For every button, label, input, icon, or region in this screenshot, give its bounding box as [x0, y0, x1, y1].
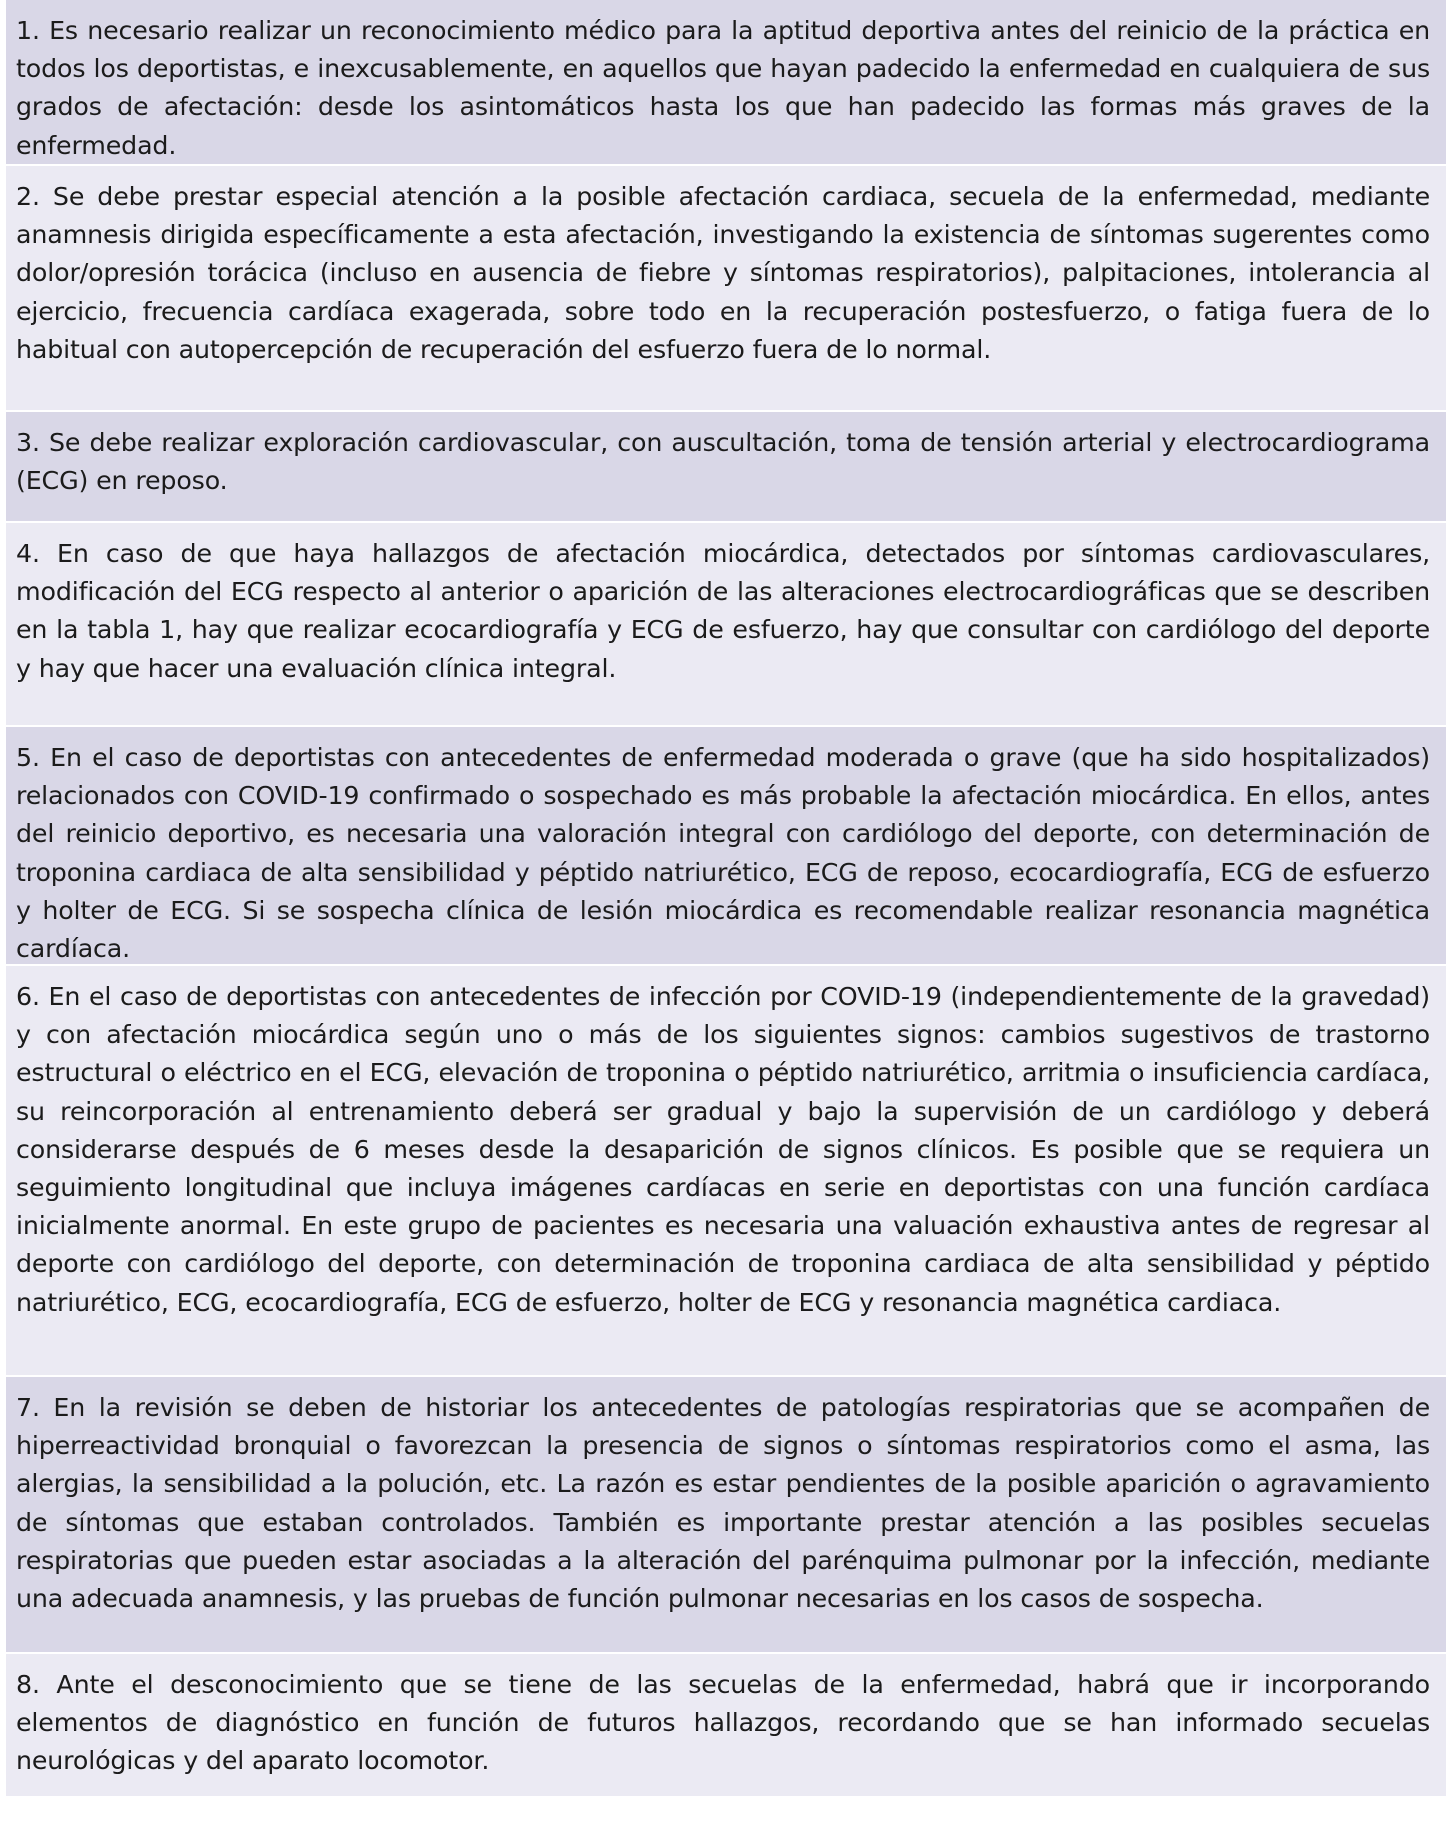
recommendation-row-1 — [6, 0, 1446, 166]
recommendation-text-5: 5. En el caso de deportistas con antecedentes de enfermedad moderada o grave (que ha sido hospitalizados) relacionados con COVID-19 confirmado o sospechado es más probable la afectación miocárdica. En ellos, antes del reinicio deportivo, es necesaria una valoración integral con cardiólogo del deporte, con determinación de troponina cardiaca de alta sensibilidad y péptido natriurético, ECG de reposo, ecocardiografía, ECG de esfuerzo y holter de ECG. Si se sospecha clínica de lesión miocárdica es recomendable realizar resonancia magnética cardíaca. — [16, 743, 1430, 964]
recommendation-text-3: 3. Se debe realizar exploración cardiovascular, con auscultación, toma de tensión arterial y electrocardiograma (ECG) en reposo. — [16, 428, 1430, 496]
recommendation-row-3 — [6, 412, 1446, 523]
recommendation-text-2: 2. Se debe prestar especial atención a la posible afectación cardiaca, secuela de la enfermedad, mediante anamnesis dirigida específicamente a esta afectación, investigando la existencia de síntomas sugerentes como dolor/opresión torácica (incluso en ausencia de fiebre y síntomas respiratorios), palpitaciones, intolerancia al ejercicio, frecuencia cardíaca exagerada, sobre todo en la recuperación postesfuerzo, o fatiga fuera de lo habitual con autopercepción de recuperación del esfuerzo fuera de lo normal. — [16, 182, 1430, 364]
recommendation-row-5 — [6, 727, 1446, 966]
recommendation-text-7: 7. En la revisión se deben de historiar los antecedentes de patologías respiratorias que se acompañen de hiperreactividad bronquial o favorezcan la presencia de signos o síntomas respiratorios como el asma, las alergias, la sensibilidad a la polución, etc. La razón es estar pendientes de la posible aparición o agravamiento de síntomas que estaban controlados. También es importante prestar atención a las posibles secuelas respiratorias que pueden estar asociadas a la alteración del parénquima pulmonar por la infección, mediante una adecuada anamnesis, y las pruebas de función pulmonar necesarias en los casos de sospecha. — [16, 1393, 1430, 1614]
recommendation-text-4: 4. En caso de que haya hallazgos de afectación miocárdica, detectados por síntomas cardiovasculares, modificación del ECG respecto al anterior o aparición de las alteraciones electrocardiográficas que se describen en la tabla 1, hay que realizar ecocardiografía y ECG de esfuerzo, hay que consultar con cardiólogo del deporte y hay que hacer una evaluación clínica integral. — [16, 539, 1430, 683]
recommendation-text-8: 8. Ante el desconocimiento que se tiene de las secuelas de la enfermedad, habrá que ir incorporando elementos de diagnóstico en función de futuros hallazgos, recordando que se han informado secuelas neurológicas y del aparato locomotor. — [16, 1670, 1430, 1776]
recommendation-row-6 — [6, 966, 1446, 1377]
recommendations-table — [6, 0, 1446, 1798]
recommendation-row-8 — [6, 1654, 1446, 1798]
recommendation-row-4 — [6, 523, 1446, 727]
recommendation-row-7 — [6, 1377, 1446, 1654]
recommendation-row-2 — [6, 166, 1446, 412]
recommendation-text-6: 6. En el caso de deportistas con antecedentes de infección por COVID-19 (independientemente de la gravedad) y con afectación miocárdica según uno o más de los siguientes signos: cambios sugestivos de trastorno estructural o eléctrico en el ECG, elevación de troponina o péptido natriurético, arritmia o insuficiencia cardíaca, su reincorporación al entrenamiento deberá ser gradual y bajo la supervisión de un cardiólogo y deberá considerarse después de 6 meses desde la desaparición de signos clínicos. Es posible que se requiera un seguimiento longitudinal que incluya imágenes cardíacas en serie en deportistas con una función cardíaca inicialmente anormal. En este grupo de pacientes es necesaria una valuación exhaustiva antes de regresar al deporte con cardiólogo del deporte, con determinación de troponina cardiaca de alta sensibilidad y péptido natriurético, ECG, ecocardiografía, ECG de esfuerzo, holter de ECG y resonancia magnética cardiaca. — [16, 982, 1430, 1317]
recommendation-text-1: 1. Es necesario realizar un reconocimiento médico para la aptitud deportiva antes del reinicio de la práctica en todos los deportistas, e inexcusablemente, en aquellos que hayan padecido la enfermedad en cualquiera de sus grados de afectación: desde los asintomáticos hasta los que han padecido las formas más graves de la enfermedad. — [16, 16, 1430, 160]
